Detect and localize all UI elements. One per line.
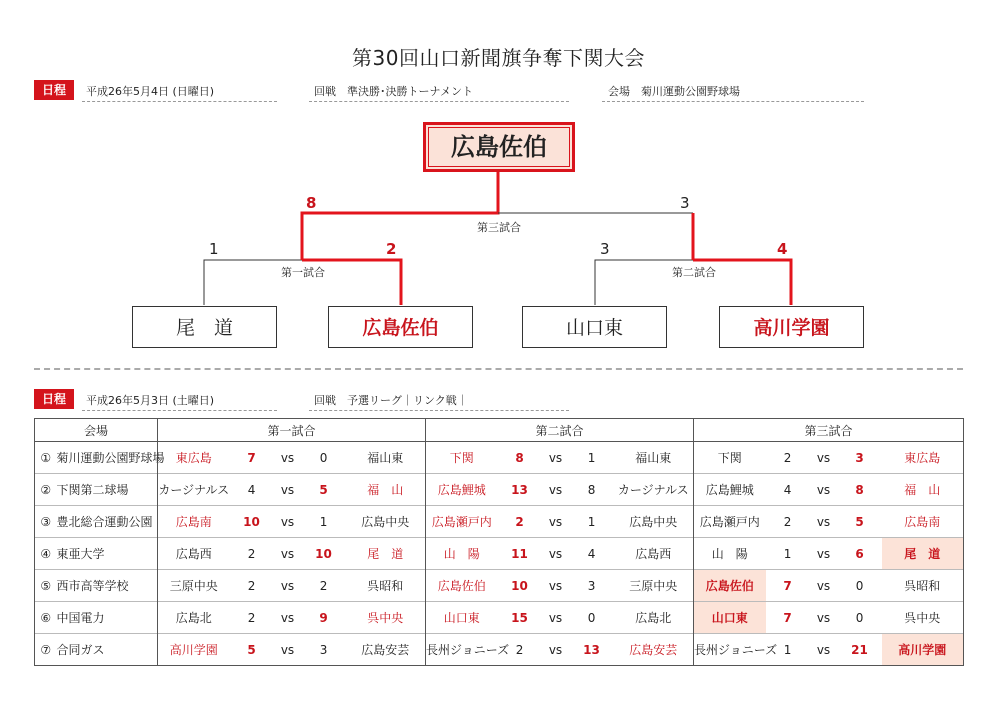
score-left: 11 xyxy=(498,538,542,570)
score-left: 2 xyxy=(498,634,542,666)
vs-label: vs xyxy=(810,634,838,666)
score-right: 2 xyxy=(302,570,346,602)
team-left: 広島佐伯 xyxy=(426,570,498,602)
section-divider xyxy=(34,368,963,370)
schedule-tag: 日程 xyxy=(34,80,74,100)
table-row xyxy=(35,602,964,634)
team-left: 長州ジョニーズ xyxy=(694,634,766,666)
team-right: 広島南 xyxy=(882,506,964,538)
vs-label: vs xyxy=(810,442,838,474)
score-left: 4 xyxy=(230,474,274,506)
team-right: 福山東 xyxy=(614,442,694,474)
score-left: 2 xyxy=(766,442,810,474)
vs-label: vs xyxy=(810,538,838,570)
score-left: 13 xyxy=(498,474,542,506)
table-row xyxy=(35,474,964,506)
vs-label: vs xyxy=(542,474,570,506)
row-number: ⑦ xyxy=(35,634,57,666)
vs-label: vs xyxy=(274,602,302,634)
score-right: 21 xyxy=(838,634,882,666)
table-row xyxy=(35,570,964,602)
score-right: 8 xyxy=(838,474,882,506)
score-left: 2 xyxy=(230,538,274,570)
row-number: ⑤ xyxy=(35,570,57,602)
score-right: 8 xyxy=(570,474,614,506)
game2-label: 第二試合 xyxy=(669,264,719,280)
team-right: 福 山 xyxy=(346,474,426,506)
team-right: 広島安芸 xyxy=(614,634,694,666)
vs-label: vs xyxy=(274,570,302,602)
champion-box xyxy=(423,122,575,172)
score-right: 1 xyxy=(570,506,614,538)
score-left: 2 xyxy=(766,506,810,538)
table-header-row xyxy=(35,419,964,442)
team-right: 広島安芸 xyxy=(346,634,426,666)
team-right: 呉中央 xyxy=(346,602,426,634)
team-right: 尾 道 xyxy=(346,538,426,570)
game3-right-score: 3 xyxy=(680,194,690,212)
team-left: 下関 xyxy=(694,442,766,474)
score-left: 15 xyxy=(498,602,542,634)
team-right: 呉昭和 xyxy=(346,570,426,602)
score-left: 5 xyxy=(230,634,274,666)
row-number: ④ xyxy=(35,538,57,570)
team-left: 広島佐伯 xyxy=(694,570,766,602)
vs-label: vs xyxy=(542,634,570,666)
score-right: 13 xyxy=(570,634,614,666)
finals-round: 回戦 準決勝･決勝トーナメント xyxy=(314,85,474,98)
venue-name: 合同ガス xyxy=(57,634,158,666)
game1-right-score: 2 xyxy=(386,240,397,258)
score-right: 5 xyxy=(838,506,882,538)
score-right: 3 xyxy=(302,634,346,666)
score-left: 7 xyxy=(766,602,810,634)
vs-label: vs xyxy=(274,442,302,474)
team-left: 広島瀬戸内 xyxy=(694,506,766,538)
row-number: ⑥ xyxy=(35,602,57,634)
game1-label: 第一試合 xyxy=(278,264,328,280)
team-right: 尾 道 xyxy=(882,538,964,570)
team-left: 広島瀬戸内 xyxy=(426,506,498,538)
page-title: 第30回山口新聞旗争奪下関大会 xyxy=(352,46,645,70)
team-right: 呉中央 xyxy=(882,602,964,634)
score-left: 8 xyxy=(498,442,542,474)
team-left: 広島南 xyxy=(158,506,230,538)
vs-label: vs xyxy=(542,442,570,474)
score-left: 2 xyxy=(230,570,274,602)
league-date: 平成26年5月3日 (土曜日) xyxy=(86,394,215,407)
venue-name: 菊川運動公園野球場 xyxy=(57,442,158,474)
vs-label: vs xyxy=(274,538,302,570)
row-number: ② xyxy=(35,474,57,506)
vs-label: vs xyxy=(274,506,302,538)
team-left: 山 陽 xyxy=(694,538,766,570)
game2-left-score: 3 xyxy=(600,240,610,258)
team-box-onomichi: 尾 道 xyxy=(132,306,277,348)
table-row xyxy=(35,442,964,474)
venue-name: 東亜大学 xyxy=(57,538,158,570)
team-box-takagawa-gakuen: 高川学園 xyxy=(719,306,864,348)
score-left: 2 xyxy=(230,602,274,634)
team-right: 広島北 xyxy=(614,602,694,634)
team-left: 広島北 xyxy=(158,602,230,634)
score-left: 7 xyxy=(766,570,810,602)
vs-label: vs xyxy=(542,538,570,570)
score-left: 4 xyxy=(766,474,810,506)
score-right: 3 xyxy=(570,570,614,602)
table-row xyxy=(35,634,964,666)
team-right: カージナルス xyxy=(614,474,694,506)
score-left: 10 xyxy=(230,506,274,538)
game3-left-score: 8 xyxy=(306,194,317,212)
league-info-bar xyxy=(34,389,963,411)
schedule-tag: 日程 xyxy=(34,389,74,409)
team-left: 山口東 xyxy=(694,602,766,634)
game2-right-score: 4 xyxy=(777,240,788,258)
league-round: 回戦 予選リーグ｜リンク戦｜ xyxy=(314,394,468,407)
vs-label: vs xyxy=(542,506,570,538)
vs-label: vs xyxy=(810,602,838,634)
team-right: 広島西 xyxy=(614,538,694,570)
team-left: 山 陽 xyxy=(426,538,498,570)
team-left: 東広島 xyxy=(158,442,230,474)
finals-date: 平成26年5月4日 (日曜日) xyxy=(86,85,215,98)
team-left: 下関 xyxy=(426,442,498,474)
team-right: 三原中央 xyxy=(614,570,694,602)
team-right: 福山東 xyxy=(346,442,426,474)
vs-label: vs xyxy=(810,506,838,538)
team-left: 三原中央 xyxy=(158,570,230,602)
score-right: 1 xyxy=(302,506,346,538)
team-left: 長州ジョニーズ xyxy=(426,634,498,666)
score-right: 1 xyxy=(570,442,614,474)
score-left: 1 xyxy=(766,538,810,570)
vs-label: vs xyxy=(810,570,838,602)
table-row xyxy=(35,538,964,570)
score-right: 6 xyxy=(838,538,882,570)
team-box-hiroshima-saeki: 広島佐伯 xyxy=(328,306,473,348)
score-right: 0 xyxy=(302,442,346,474)
team-left: 高川学園 xyxy=(158,634,230,666)
venue-name: 豊北総合運動公園 xyxy=(57,506,158,538)
team-left: カージナルス xyxy=(158,474,230,506)
vs-label: vs xyxy=(274,474,302,506)
venue-name: 下関第二球場 xyxy=(57,474,158,506)
vs-label: vs xyxy=(810,474,838,506)
score-right: 9 xyxy=(302,602,346,634)
score-right: 0 xyxy=(570,602,614,634)
team-right: 東広島 xyxy=(882,442,964,474)
header-game2: 第二試合 xyxy=(426,419,694,442)
score-right: 5 xyxy=(302,474,346,506)
score-right: 10 xyxy=(302,538,346,570)
vs-label: vs xyxy=(274,634,302,666)
header-venue: 会場 xyxy=(35,419,158,442)
team-left: 広島鯉城 xyxy=(426,474,498,506)
score-left: 1 xyxy=(766,634,810,666)
vs-label: vs xyxy=(542,602,570,634)
venue-name: 中国電力 xyxy=(57,602,158,634)
team-right: 呉昭和 xyxy=(882,570,964,602)
venue-name: 西市高等学校 xyxy=(57,570,158,602)
finals-venue: 会場 菊川運動公園野球場 xyxy=(608,85,740,98)
score-left: 2 xyxy=(498,506,542,538)
team-left: 山口東 xyxy=(426,602,498,634)
score-left: 10 xyxy=(498,570,542,602)
game3-label: 第三試合 xyxy=(474,219,524,235)
team-right: 広島中央 xyxy=(614,506,694,538)
team-box-yamaguchi-higashi: 山口東 xyxy=(522,306,667,348)
score-right: 3 xyxy=(838,442,882,474)
team-right: 高川学園 xyxy=(882,634,964,666)
table-row xyxy=(35,506,964,538)
vs-label: vs xyxy=(542,570,570,602)
game1-left-score: 1 xyxy=(209,240,219,258)
header-game3: 第三試合 xyxy=(694,419,964,442)
team-right: 広島中央 xyxy=(346,506,426,538)
score-right: 0 xyxy=(838,602,882,634)
row-number: ① xyxy=(35,442,57,474)
team-left: 広島西 xyxy=(158,538,230,570)
score-right: 4 xyxy=(570,538,614,570)
score-right: 0 xyxy=(838,570,882,602)
team-left: 広島鯉城 xyxy=(694,474,766,506)
header-game1: 第一試合 xyxy=(158,419,426,442)
score-left: 7 xyxy=(230,442,274,474)
row-number: ③ xyxy=(35,506,57,538)
team-right: 福 山 xyxy=(882,474,964,506)
league-table xyxy=(34,418,964,666)
champion-name: 広島佐伯 xyxy=(428,127,570,167)
